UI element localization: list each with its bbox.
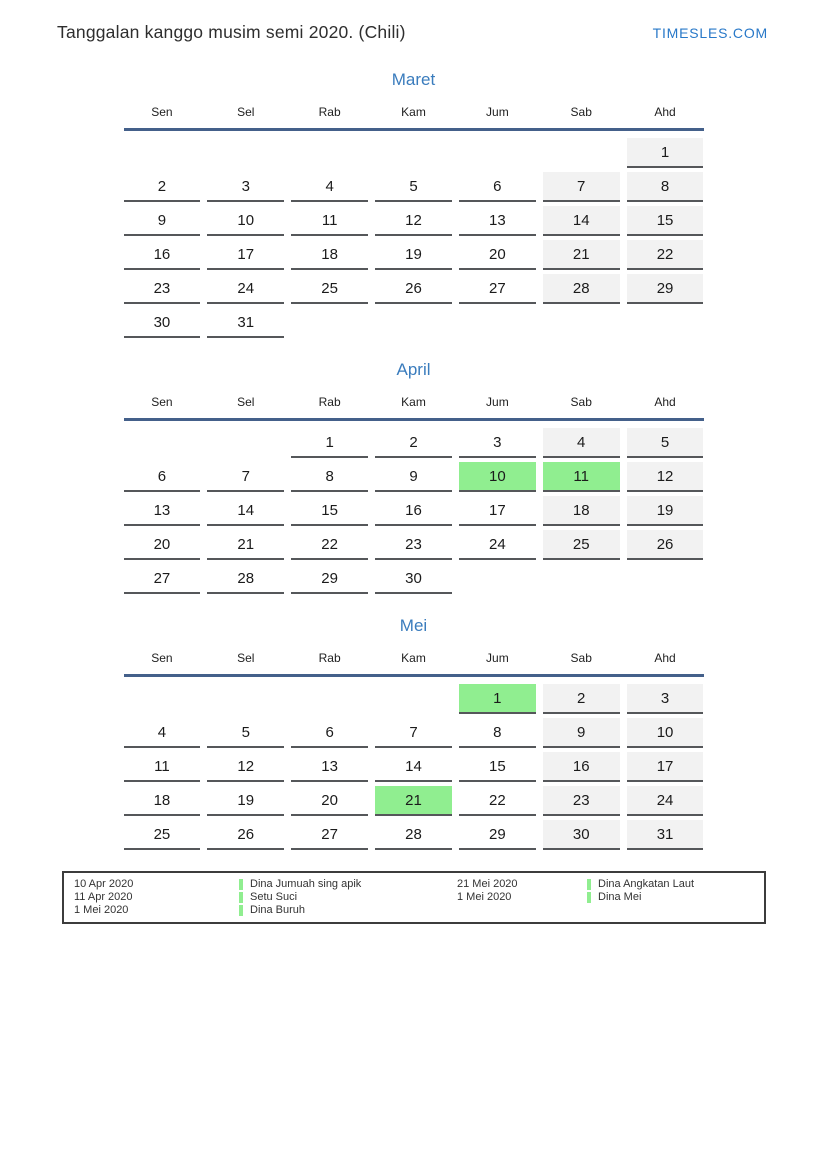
month-april: [124, 359, 704, 594]
weekday-label: Sen: [151, 105, 173, 119]
day-cell: 7: [207, 462, 284, 492]
weekend-day-cell: 10: [627, 718, 704, 748]
empty-cell: [291, 308, 368, 338]
day-cell: 18: [124, 786, 201, 816]
day-cell: 31: [207, 308, 284, 338]
day-cell: 12: [375, 206, 452, 236]
month-grid: [124, 421, 704, 594]
day-cell: 26: [207, 820, 284, 850]
legend-date: 1 Mei 2020: [74, 904, 129, 916]
weekend-day-cell: 24: [627, 786, 704, 816]
day-cell: 17: [207, 240, 284, 270]
legend-entry: [239, 878, 457, 891]
weekday-label: Rab: [318, 651, 341, 665]
empty-cell: [291, 684, 368, 714]
weekend-day-cell: 5: [627, 428, 704, 458]
holiday-marker-bar: [239, 892, 243, 903]
weekday-label: Jum: [486, 105, 509, 119]
day-cell: 21: [207, 530, 284, 560]
day-cell: 30: [375, 564, 452, 594]
day-cell: 28: [375, 820, 452, 850]
legend-entry: [587, 891, 764, 904]
weekday-label: Sel: [237, 105, 255, 119]
day-cell: 17: [459, 496, 536, 526]
weekday-label: Sen: [151, 395, 173, 409]
day-cell: 22: [291, 530, 368, 560]
day-cell: 20: [291, 786, 368, 816]
day-cell: 9: [124, 206, 201, 236]
day-cell: 29: [459, 820, 536, 850]
holiday-day-cell: 11: [543, 462, 620, 492]
weekend-day-cell: 28: [543, 274, 620, 304]
weekday-label: Sel: [237, 651, 255, 665]
month-grid: [124, 677, 704, 850]
weekend-day-cell: 2: [543, 684, 620, 714]
day-cell: 27: [459, 274, 536, 304]
day-cell: 25: [291, 274, 368, 304]
empty-cell: [459, 308, 536, 338]
legend-date: 11 Apr 2020: [74, 891, 133, 903]
legend-holiday-name: Dina Angkatan Laut: [598, 878, 695, 890]
day-cell: 15: [291, 496, 368, 526]
legend-date: 1 Mei 2020: [457, 891, 512, 903]
day-cell: 2: [124, 172, 201, 202]
empty-cell: [375, 308, 452, 338]
weekday-label: Rab: [318, 395, 341, 409]
weekend-day-cell: 18: [543, 496, 620, 526]
legend-date: 21 Mei 2020: [457, 878, 518, 890]
weekend-day-cell: 4: [543, 428, 620, 458]
weekday-label: Ahd: [654, 651, 676, 665]
weekday-label: Sab: [570, 105, 592, 119]
day-cell: 26: [375, 274, 452, 304]
day-cell: 3: [207, 172, 284, 202]
weekend-day-cell: 25: [543, 530, 620, 560]
day-cell: 13: [124, 496, 201, 526]
day-cell: 7: [375, 718, 452, 748]
empty-cell: [627, 308, 704, 338]
day-cell: 18: [291, 240, 368, 270]
weekday-label: Sen: [151, 651, 173, 665]
weekend-day-cell: 7: [543, 172, 620, 202]
months-container: [124, 69, 704, 850]
day-cell: 23: [375, 530, 452, 560]
empty-cell: [124, 428, 201, 458]
day-cell: 8: [459, 718, 536, 748]
legend-entry: [239, 904, 457, 917]
holiday-day-cell: 10: [459, 462, 536, 492]
empty-cell: [207, 138, 284, 168]
page-header: [0, 0, 827, 43]
empty-cell: [459, 138, 536, 168]
empty-cell: [124, 684, 201, 714]
day-cell: 27: [291, 820, 368, 850]
day-cell: 11: [124, 752, 201, 782]
weekend-day-cell: 23: [543, 786, 620, 816]
empty-cell: [207, 684, 284, 714]
empty-cell: [375, 138, 452, 168]
weekend-day-cell: 31: [627, 820, 704, 850]
weekday-label: Jum: [486, 651, 509, 665]
day-cell: 24: [207, 274, 284, 304]
weekday-label: Kam: [401, 651, 426, 665]
day-cell: 29: [291, 564, 368, 594]
month-maret: [124, 69, 704, 338]
weekend-day-cell: 29: [627, 274, 704, 304]
day-cell: 23: [124, 274, 201, 304]
empty-cell: [543, 564, 620, 594]
weekday-header-row: [124, 395, 704, 421]
month-title: Mei: [399, 616, 428, 635]
day-cell: 11: [291, 206, 368, 236]
legend-holiday-name: Dina Mei: [598, 891, 642, 903]
day-cell: 15: [459, 752, 536, 782]
weekday-label: Ahd: [654, 105, 676, 119]
weekday-header-row: [124, 105, 704, 131]
empty-cell: [543, 308, 620, 338]
empty-cell: [627, 564, 704, 594]
weekend-day-cell: 9: [543, 718, 620, 748]
day-cell: 10: [207, 206, 284, 236]
legend-box: [62, 871, 766, 924]
day-cell: 12: [207, 752, 284, 782]
weekend-day-cell: 19: [627, 496, 704, 526]
holiday-marker-bar: [239, 879, 243, 890]
weekday-label: Sel: [237, 395, 255, 409]
day-cell: 20: [124, 530, 201, 560]
page-title: Tanggalan kanggo musim semi 2020. (Chili): [57, 22, 406, 42]
weekend-day-cell: 3: [627, 684, 704, 714]
day-cell: 24: [459, 530, 536, 560]
day-cell: 8: [291, 462, 368, 492]
legend-holiday-name: Setu Suci: [250, 891, 298, 903]
weekday-label: Rab: [318, 105, 341, 119]
weekday-header-row: [124, 651, 704, 677]
empty-cell: [459, 564, 536, 594]
day-cell: 27: [124, 564, 201, 594]
holiday-day-cell: 1: [459, 684, 536, 714]
weekend-day-cell: 26: [627, 530, 704, 560]
day-cell: 14: [207, 496, 284, 526]
holiday-marker-bar: [587, 879, 591, 890]
day-cell: 6: [459, 172, 536, 202]
day-cell: 4: [291, 172, 368, 202]
day-cell: 16: [375, 496, 452, 526]
legend-date: 10 Apr 2020: [74, 878, 134, 890]
day-cell: 2: [375, 428, 452, 458]
empty-cell: [543, 138, 620, 168]
weekend-day-cell: 14: [543, 206, 620, 236]
day-cell: 6: [124, 462, 201, 492]
legend-holiday-name: Dina Buruh: [250, 904, 306, 916]
empty-cell: [375, 684, 452, 714]
legend-entry: [587, 878, 764, 891]
day-cell: 6: [291, 718, 368, 748]
day-cell: 5: [207, 718, 284, 748]
day-cell: 22: [459, 786, 536, 816]
day-cell: 30: [124, 308, 201, 338]
month-title: April: [396, 360, 431, 379]
day-cell: 9: [375, 462, 452, 492]
weekend-day-cell: 21: [543, 240, 620, 270]
month-grid: [124, 131, 704, 338]
day-cell: 1: [291, 428, 368, 458]
legend-group: [457, 878, 764, 917]
legend-group: [74, 878, 457, 917]
month-title: Maret: [391, 70, 436, 89]
weekday-label: Sab: [570, 651, 592, 665]
weekend-day-cell: 17: [627, 752, 704, 782]
legend-entry: [239, 891, 457, 904]
day-cell: 25: [124, 820, 201, 850]
day-cell: 13: [459, 206, 536, 236]
day-cell: 3: [459, 428, 536, 458]
month-mei: [124, 615, 704, 850]
day-cell: 19: [375, 240, 452, 270]
day-cell: 13: [291, 752, 368, 782]
weekday-label: Jum: [486, 395, 509, 409]
weekend-day-cell: 8: [627, 172, 704, 202]
weekend-day-cell: 22: [627, 240, 704, 270]
day-cell: 16: [124, 240, 201, 270]
holiday-marker-bar: [587, 892, 591, 903]
holiday-day-cell: 21: [375, 786, 452, 816]
empty-cell: [207, 428, 284, 458]
brand-link[interactable]: TIMESLES.COM: [652, 25, 768, 41]
day-cell: 4: [124, 718, 201, 748]
day-cell: 5: [375, 172, 452, 202]
weekend-day-cell: 12: [627, 462, 704, 492]
weekday-label: Kam: [401, 105, 426, 119]
weekend-day-cell: 16: [543, 752, 620, 782]
weekday-label: Ahd: [654, 395, 676, 409]
empty-cell: [291, 138, 368, 168]
empty-cell: [124, 138, 201, 168]
day-cell: 20: [459, 240, 536, 270]
day-cell: 28: [207, 564, 284, 594]
day-cell: 19: [207, 786, 284, 816]
day-cell: 14: [375, 752, 452, 782]
weekday-label: Kam: [401, 395, 426, 409]
weekday-label: Sab: [570, 395, 592, 409]
legend-holiday-name: Dina Jumuah sing apik: [250, 878, 362, 890]
weekend-day-cell: 15: [627, 206, 704, 236]
weekend-day-cell: 1: [627, 138, 704, 168]
holiday-marker-bar: [239, 905, 243, 916]
weekend-day-cell: 30: [543, 820, 620, 850]
